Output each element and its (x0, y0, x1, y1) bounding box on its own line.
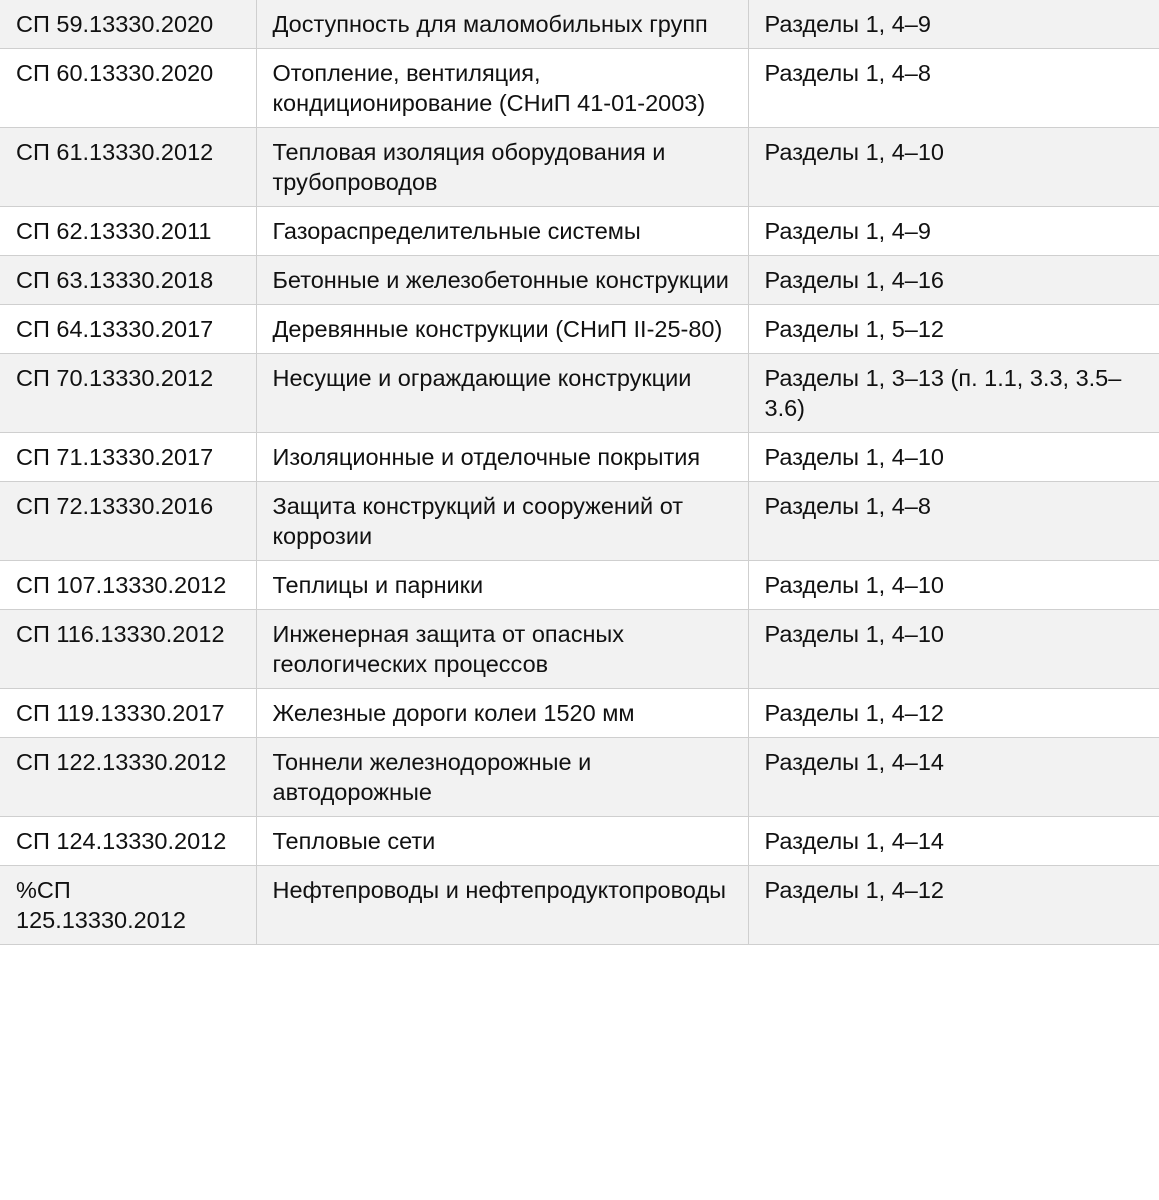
table-row (0, 482, 1159, 561)
table-row (0, 817, 1159, 866)
code-cell: %СП 125.13330.2012 (0, 866, 256, 945)
table-row (0, 0, 1159, 49)
sections-cell: Разделы 1, 4–8 (748, 49, 1159, 128)
sections-cell: Разделы 1, 4–16 (748, 256, 1159, 305)
sections-cell: Разделы 1, 4–9 (748, 0, 1159, 49)
table-row (0, 49, 1159, 128)
table-row (0, 738, 1159, 817)
table-row (0, 305, 1159, 354)
title-cell: Изоляционные и отделочные покрытия (256, 433, 748, 482)
title-cell: Нефтепроводы и нефтепродуктопроводы (256, 866, 748, 945)
code-cell: СП 107.13330.2012 (0, 561, 256, 610)
table-row (0, 433, 1159, 482)
code-cell: СП 61.13330.2012 (0, 128, 256, 207)
title-cell: Доступность для маломобильных групп (256, 0, 748, 49)
code-cell: СП 60.13330.2020 (0, 49, 256, 128)
table-row (0, 610, 1159, 689)
sections-cell: Разделы 1, 4–10 (748, 128, 1159, 207)
sections-cell: Разделы 1, 4–12 (748, 866, 1159, 945)
title-cell: Тепловые сети (256, 817, 748, 866)
sections-cell: Разделы 1, 4–10 (748, 433, 1159, 482)
sections-cell: Разделы 1, 4–9 (748, 207, 1159, 256)
title-cell: Тоннели железнодорожные и автодорожные (256, 738, 748, 817)
title-cell: Газораспределительные системы (256, 207, 748, 256)
table-row (0, 354, 1159, 433)
title-cell: Несущие и ограждающие конструкции (256, 354, 748, 433)
code-cell: СП 71.13330.2017 (0, 433, 256, 482)
table-row (0, 207, 1159, 256)
table-row (0, 689, 1159, 738)
title-cell: Теплицы и парники (256, 561, 748, 610)
code-cell: СП 64.13330.2017 (0, 305, 256, 354)
code-cell: СП 63.13330.2018 (0, 256, 256, 305)
title-cell: Защита конструкций и сооружений от коррозии (256, 482, 748, 561)
title-cell: Деревянные конструкции (СНиП II-25-80) (256, 305, 748, 354)
code-cell: СП 70.13330.2012 (0, 354, 256, 433)
code-cell: СП 119.13330.2017 (0, 689, 256, 738)
table-row (0, 256, 1159, 305)
sections-cell: Разделы 1, 4–8 (748, 482, 1159, 561)
code-cell: СП 116.13330.2012 (0, 610, 256, 689)
sections-cell: Разделы 1, 4–14 (748, 738, 1159, 817)
sections-cell: Разделы 1, 4–14 (748, 817, 1159, 866)
code-cell: СП 72.13330.2016 (0, 482, 256, 561)
sections-cell: Разделы 1, 4–10 (748, 561, 1159, 610)
title-cell: Бетонные и железобетонные конструкции (256, 256, 748, 305)
title-cell: Отопление, вентиляция, кондиционирование (СНиП 41-01-2003) (256, 49, 748, 128)
code-cell: СП 62.13330.2011 (0, 207, 256, 256)
code-cell: СП 122.13330.2012 (0, 738, 256, 817)
code-cell: СП 124.13330.2012 (0, 817, 256, 866)
title-cell: Тепловая изоляция оборудования и трубопроводов (256, 128, 748, 207)
sections-cell: Разделы 1, 3–13 (п. 1.1, 3.3, 3.5–3.6) (748, 354, 1159, 433)
sections-cell: Разделы 1, 4–12 (748, 689, 1159, 738)
title-cell: Инженерная защита от опасных геологических процессов (256, 610, 748, 689)
table-row (0, 128, 1159, 207)
title-cell: Железные дороги колеи 1520 мм (256, 689, 748, 738)
sections-cell: Разделы 1, 5–12 (748, 305, 1159, 354)
table-row (0, 561, 1159, 610)
sections-cell: Разделы 1, 4–10 (748, 610, 1159, 689)
code-cell: СП 59.13330.2020 (0, 0, 256, 49)
table-row (0, 866, 1159, 945)
